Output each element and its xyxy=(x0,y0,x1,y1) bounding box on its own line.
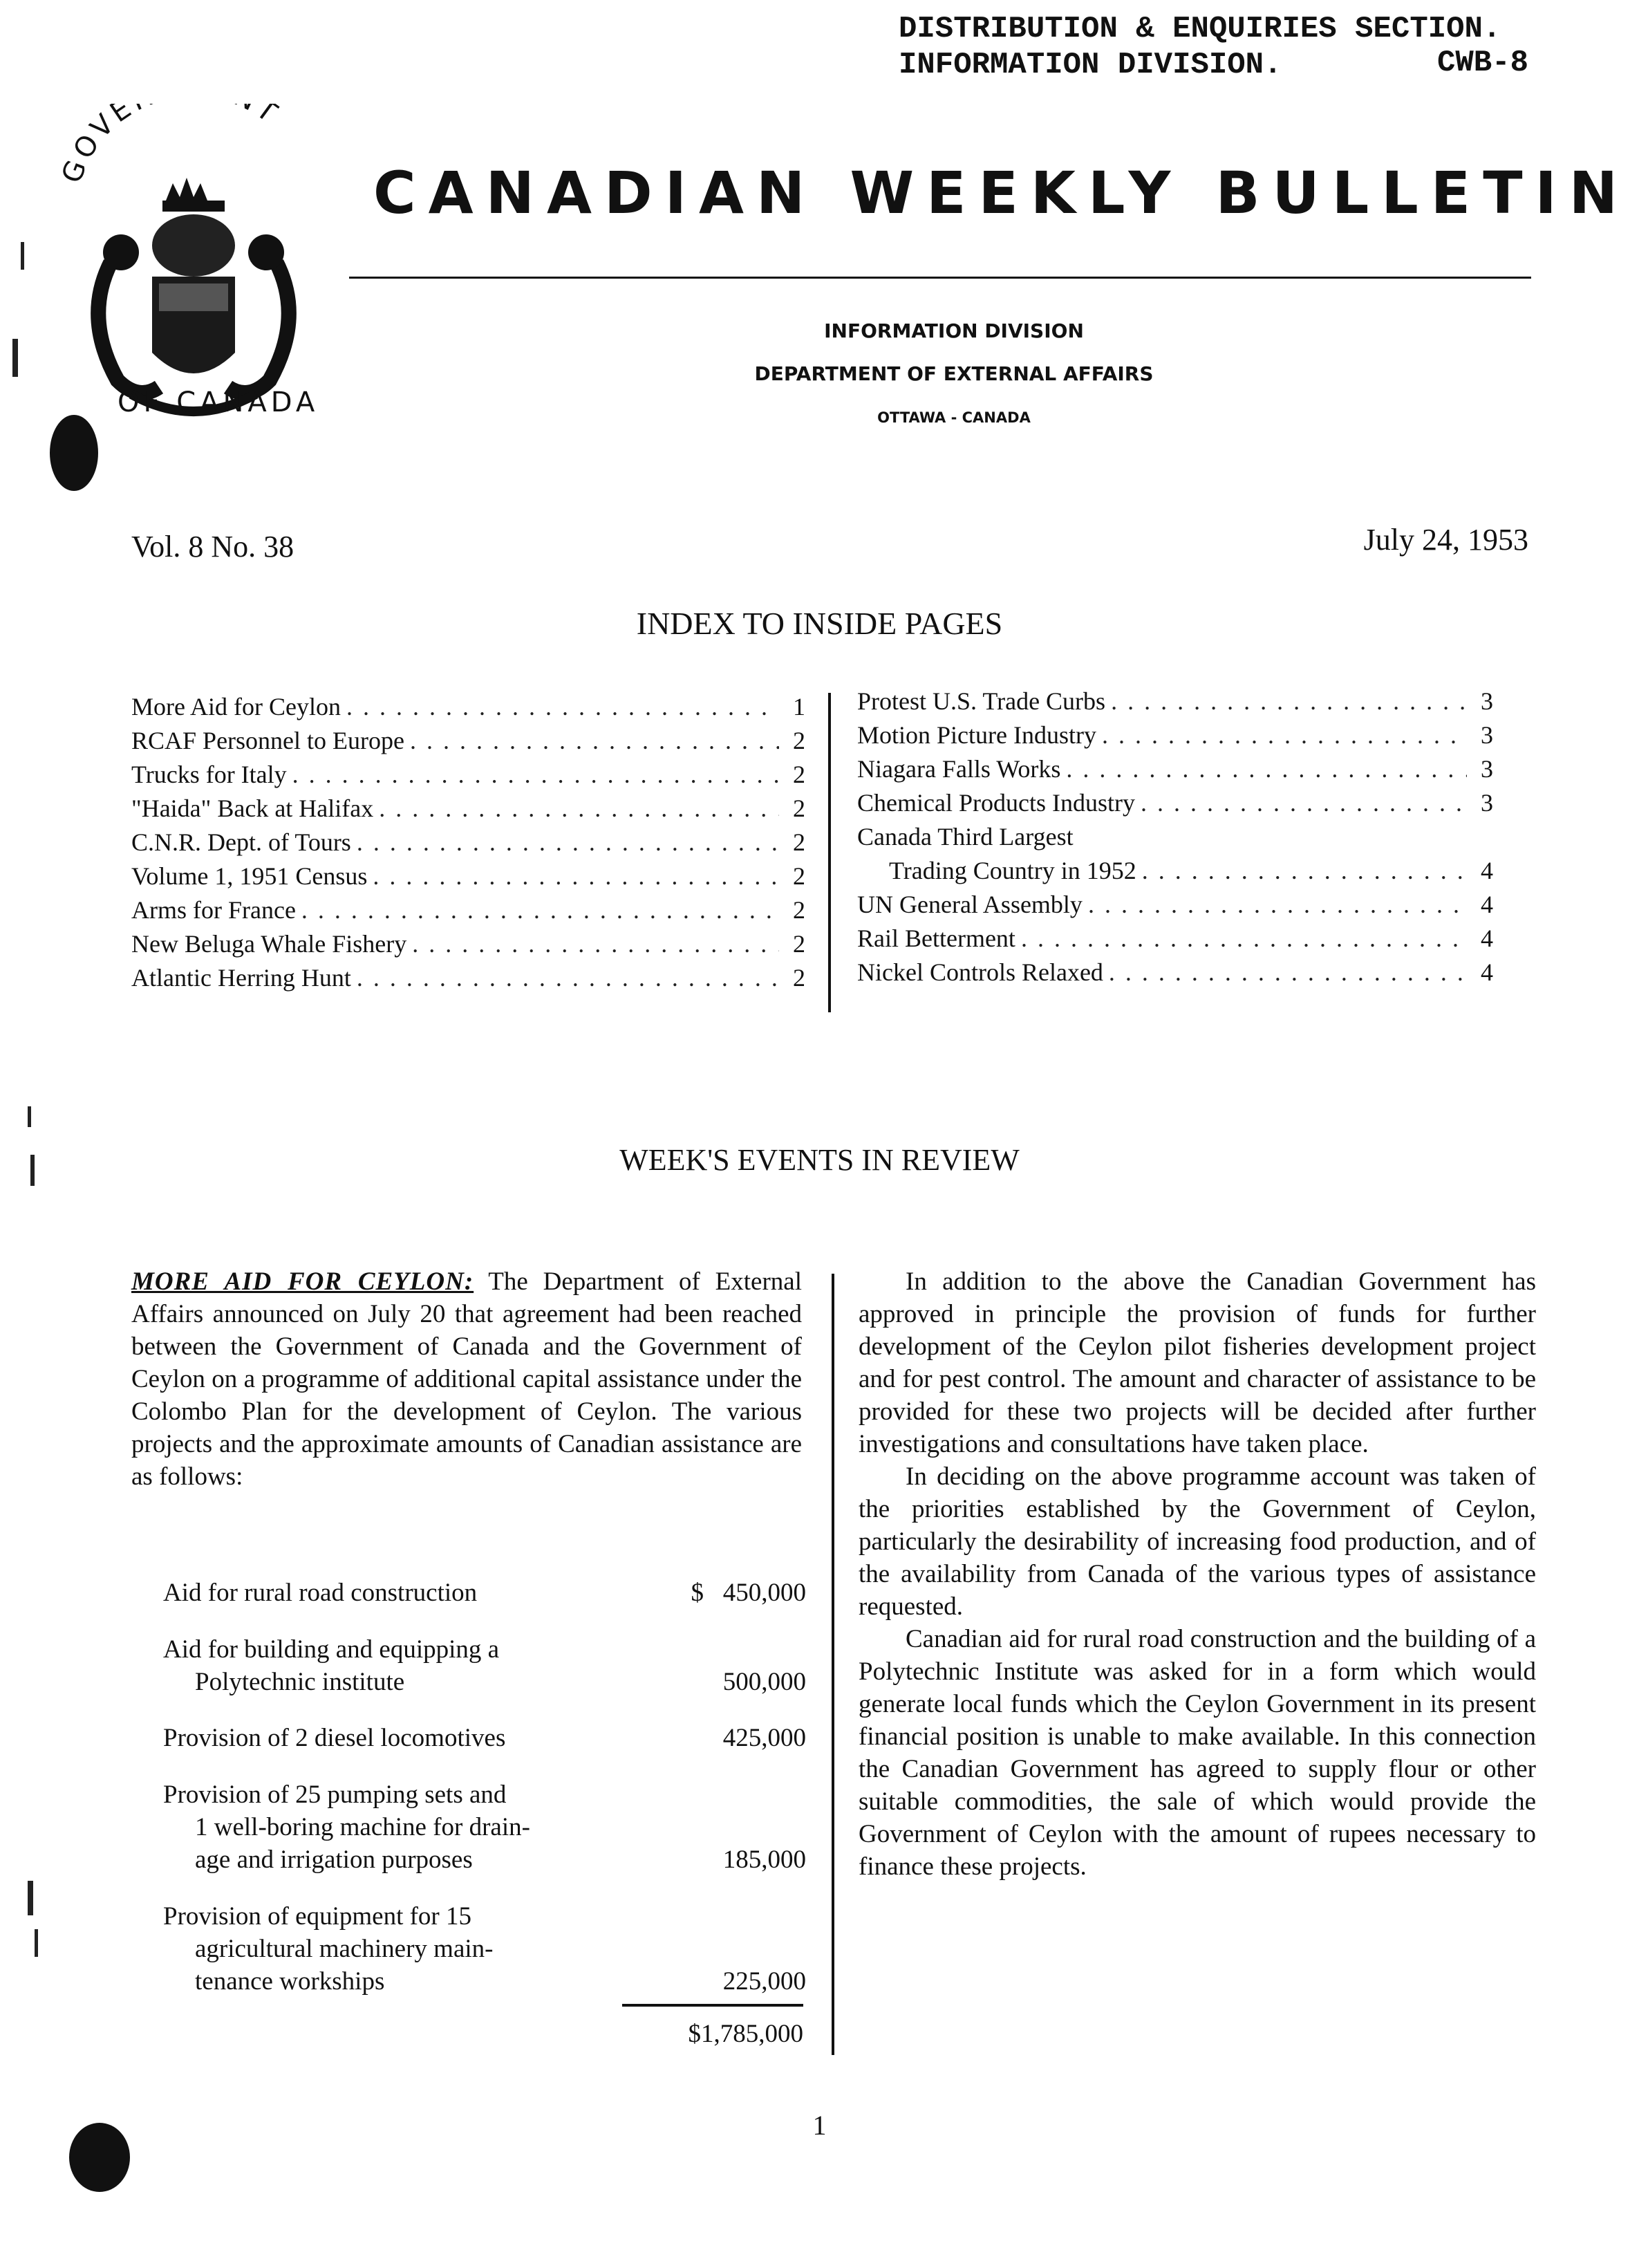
leader-dots xyxy=(357,826,779,859)
index-entry[interactable] xyxy=(857,718,1493,752)
assistance-amount: 185,000 xyxy=(722,1846,806,1874)
location: OTTAWA - CANADA xyxy=(877,409,1031,426)
assistance-label: Aid for building and equipping a xyxy=(163,1635,500,1664)
leader-dots xyxy=(292,758,779,792)
index-entry-title: Arms for France xyxy=(131,896,296,924)
index-entry-page: 1 xyxy=(793,693,805,721)
index-entry-title: Canada Third Largest xyxy=(857,823,1074,850)
index-entry-title: "Haida" Back at Halifax xyxy=(131,794,374,822)
index-entry-title: Protest U.S. Trade Curbs xyxy=(857,687,1106,715)
assistance-label: Provision of 25 pumping sets and xyxy=(163,1781,507,1809)
index-entry[interactable] xyxy=(131,690,805,724)
assistance-label-cont: Polytechnic institute xyxy=(195,1668,405,1696)
index-entry-page: 2 xyxy=(793,930,805,958)
assistance-amount: 225,000 xyxy=(722,1967,806,1996)
assistance-label: Provision of 2 diesel locomotives xyxy=(163,1724,506,1752)
scan-speck xyxy=(12,339,18,377)
index-entry-page: 2 xyxy=(793,761,805,788)
assistance-item xyxy=(163,1633,806,1702)
index-entry[interactable] xyxy=(131,724,805,758)
index-entry-page: 3 xyxy=(1481,687,1493,715)
index-entry[interactable] xyxy=(131,961,805,995)
article-paragraph: Canadian aid for rural road construction and the building of a Polytechnic Institute was asked for in a form which would generate local funds which the Ceylon Government in its present financial position is unable to make available. In this connection the Canadian Government has agreed to supply flour or other suitable commodities, the sale of which would provide the Government of Ceylon with the amount of rupees necessary to finance these projects. xyxy=(859,1625,1536,1881)
coat-of-arms-icon xyxy=(98,178,289,411)
index-entry-title: Atlantic Herring Hunt xyxy=(131,964,351,992)
index-entry-title: More Aid for Ceylon xyxy=(131,693,341,721)
leader-dots xyxy=(1109,956,1467,989)
index-entry-page: 2 xyxy=(793,727,805,754)
assistance-label-cont: agricultural machinery main- xyxy=(195,1935,494,1963)
article-headword: MORE AID FOR CEYLON: xyxy=(131,1267,474,1296)
leader-dots xyxy=(1088,888,1467,922)
leader-dots xyxy=(1142,854,1467,888)
total-rule xyxy=(622,2004,803,2007)
department-name: DEPARTMENT OF EXTERNAL AFFAIRS xyxy=(754,362,1154,385)
article-right-column xyxy=(859,1265,1536,1883)
article-left-column xyxy=(131,1265,802,1493)
index-entry[interactable] xyxy=(131,792,805,826)
ink-blot xyxy=(50,415,98,491)
index-entry[interactable] xyxy=(131,758,805,792)
article-column-divider xyxy=(832,1274,834,2055)
index-entry-title: Chemical Products Industry xyxy=(857,789,1135,817)
leader-dots xyxy=(1141,786,1467,820)
index-left-column xyxy=(131,690,805,995)
index-entry[interactable] xyxy=(857,786,1493,820)
leader-dots xyxy=(1021,922,1467,956)
volume-number: Vol. 8 No. 38 xyxy=(131,530,294,564)
ink-blot xyxy=(69,2123,130,2192)
assistance-item xyxy=(163,1577,806,1611)
page-number: 1 xyxy=(812,2110,827,2141)
leader-dots xyxy=(357,961,779,995)
index-entry-title: Niagara Falls Works xyxy=(857,755,1061,783)
leader-dots xyxy=(373,859,779,893)
index-entry[interactable] xyxy=(131,927,805,961)
division-name: INFORMATION DIVISION xyxy=(824,319,1084,342)
index-entry-page: 4 xyxy=(1481,924,1493,952)
article-paragraph: In addition to the above the Canadian Government has approved in principle the provision of funds for further development of the Ceylon pilot fisheries development project and for pest control. The amount and character of assistance to be provided for these two projects will be decided after further investigations and consultations have taken place. xyxy=(859,1267,1536,1458)
assistance-amount: 425,000 xyxy=(722,1724,806,1752)
index-entry-title: UN General Assembly xyxy=(857,891,1083,918)
index-entry[interactable] xyxy=(857,888,1493,922)
article-paragraph: In deciding on the above programme account was taken of the priorities established by the Government of Ceylon, particularly the desirability of increasing food production, and of the availability from Canada of the various types of assistance requested. xyxy=(859,1462,1536,1621)
leader-dots xyxy=(1102,718,1467,752)
assistance-item xyxy=(163,1722,806,1756)
index-entry-page: 4 xyxy=(1481,958,1493,986)
assistance-amount: $ 450,000 xyxy=(691,1579,806,1607)
assistance-item xyxy=(163,1778,806,1882)
index-entry-page: 3 xyxy=(1481,789,1493,817)
index-entry-title: C.N.R. Dept. of Tours xyxy=(131,828,351,856)
index-entry-title: RCAF Personnel to Europe xyxy=(131,727,404,754)
index-right-column xyxy=(857,685,1493,989)
assistance-list xyxy=(163,1577,806,2061)
leader-dots xyxy=(410,724,779,758)
assistance-amount: 500,000 xyxy=(722,1668,806,1696)
bulletin-title: CANADIAN WEEKLY BULLETIN xyxy=(373,159,1631,227)
index-entry-page: 2 xyxy=(793,862,805,890)
assistance-label: Aid for rural road construction xyxy=(163,1579,478,1607)
index-entry[interactable] xyxy=(131,826,805,859)
assistance-label-cont: age and irrigation purposes xyxy=(195,1846,473,1874)
index-entry[interactable] xyxy=(857,922,1493,956)
scan-speck xyxy=(28,1881,33,1915)
index-entry-title: Trucks for Italy xyxy=(131,761,287,788)
index-entry[interactable] xyxy=(857,752,1493,786)
index-entry-page: 2 xyxy=(793,896,805,924)
index-entry-page: 2 xyxy=(793,794,805,822)
events-title: WEEK'S EVENTS IN REVIEW xyxy=(619,1143,1020,1177)
index-entry-page: 4 xyxy=(1481,857,1493,884)
article-intro xyxy=(131,1265,802,1493)
article-intro-text: The Department of External Affairs announced on July 20 that agreement had been reached between the Government of Canada and the Government of Ceylon on a programme of additional capital assistance under the Colombo Plan for the development of Ceylon. The various projects and the approximate amounts of Canadian assistance are as follows: xyxy=(131,1267,802,1491)
scan-speck xyxy=(35,1929,38,1957)
assistance-label: Provision of equipment for 15 xyxy=(163,1902,472,1931)
leader-dots xyxy=(412,927,779,961)
index-entry-title: Volume 1, 1951 Census xyxy=(131,862,368,890)
index-entry-page: 2 xyxy=(793,828,805,856)
index-entry[interactable] xyxy=(857,685,1493,718)
bulletin-code: CWB-8 xyxy=(1436,46,1528,80)
leader-dots xyxy=(1066,752,1467,786)
svg-text:GOVERNMENT xyxy=(56,104,286,187)
index-column-divider xyxy=(828,693,831,1012)
seal-top-text: GOVE T xyxy=(55,104,286,187)
index-entry[interactable] xyxy=(857,820,1493,854)
index-entry[interactable] xyxy=(857,956,1493,989)
index-entry-page: 3 xyxy=(1481,755,1493,783)
distribution-line-1: DISTRIBUTION & ENQUIRIES SECTION. xyxy=(899,12,1501,46)
index-entry[interactable] xyxy=(857,854,1493,888)
index-entry-page: 4 xyxy=(1481,891,1493,918)
leader-dots xyxy=(346,690,779,724)
index-entry-title: New Beluga Whale Fishery xyxy=(131,930,407,958)
index-title: INDEX TO INSIDE PAGES xyxy=(636,606,1003,641)
assistance-total: $1,785,000 xyxy=(688,2020,803,2048)
leader-dots xyxy=(301,893,779,927)
scan-speck xyxy=(21,242,24,270)
index-entry-page: 2 xyxy=(793,964,805,992)
index-entry-title: Rail Betterment xyxy=(857,924,1015,952)
seal-bottom-text: OF CANADA xyxy=(118,387,319,418)
scan-speck xyxy=(28,1106,31,1127)
distribution-line-2: INFORMATION DIVISION. xyxy=(899,48,1282,82)
assistance-item xyxy=(163,1900,806,2004)
index-entry[interactable] xyxy=(131,893,805,927)
index-entry-page: 3 xyxy=(1481,721,1493,749)
leader-dots xyxy=(379,792,779,826)
government-seal xyxy=(48,104,339,463)
index-entry-title: Trading Country in 1952 xyxy=(889,857,1136,884)
scan-speck xyxy=(30,1155,35,1186)
index-entry[interactable] xyxy=(131,859,805,893)
assistance-label-cont: 1 well-boring machine for drain- xyxy=(195,1813,530,1841)
assistance-label-cont: tenance workships xyxy=(195,1967,385,1996)
index-entry-title: Nickel Controls Relaxed xyxy=(857,958,1103,986)
index-entry-title: Motion Picture Industry xyxy=(857,721,1096,749)
title-rule xyxy=(349,277,1531,279)
issue-date: July 24, 1953 xyxy=(1363,523,1528,557)
leader-dots xyxy=(1111,685,1467,718)
